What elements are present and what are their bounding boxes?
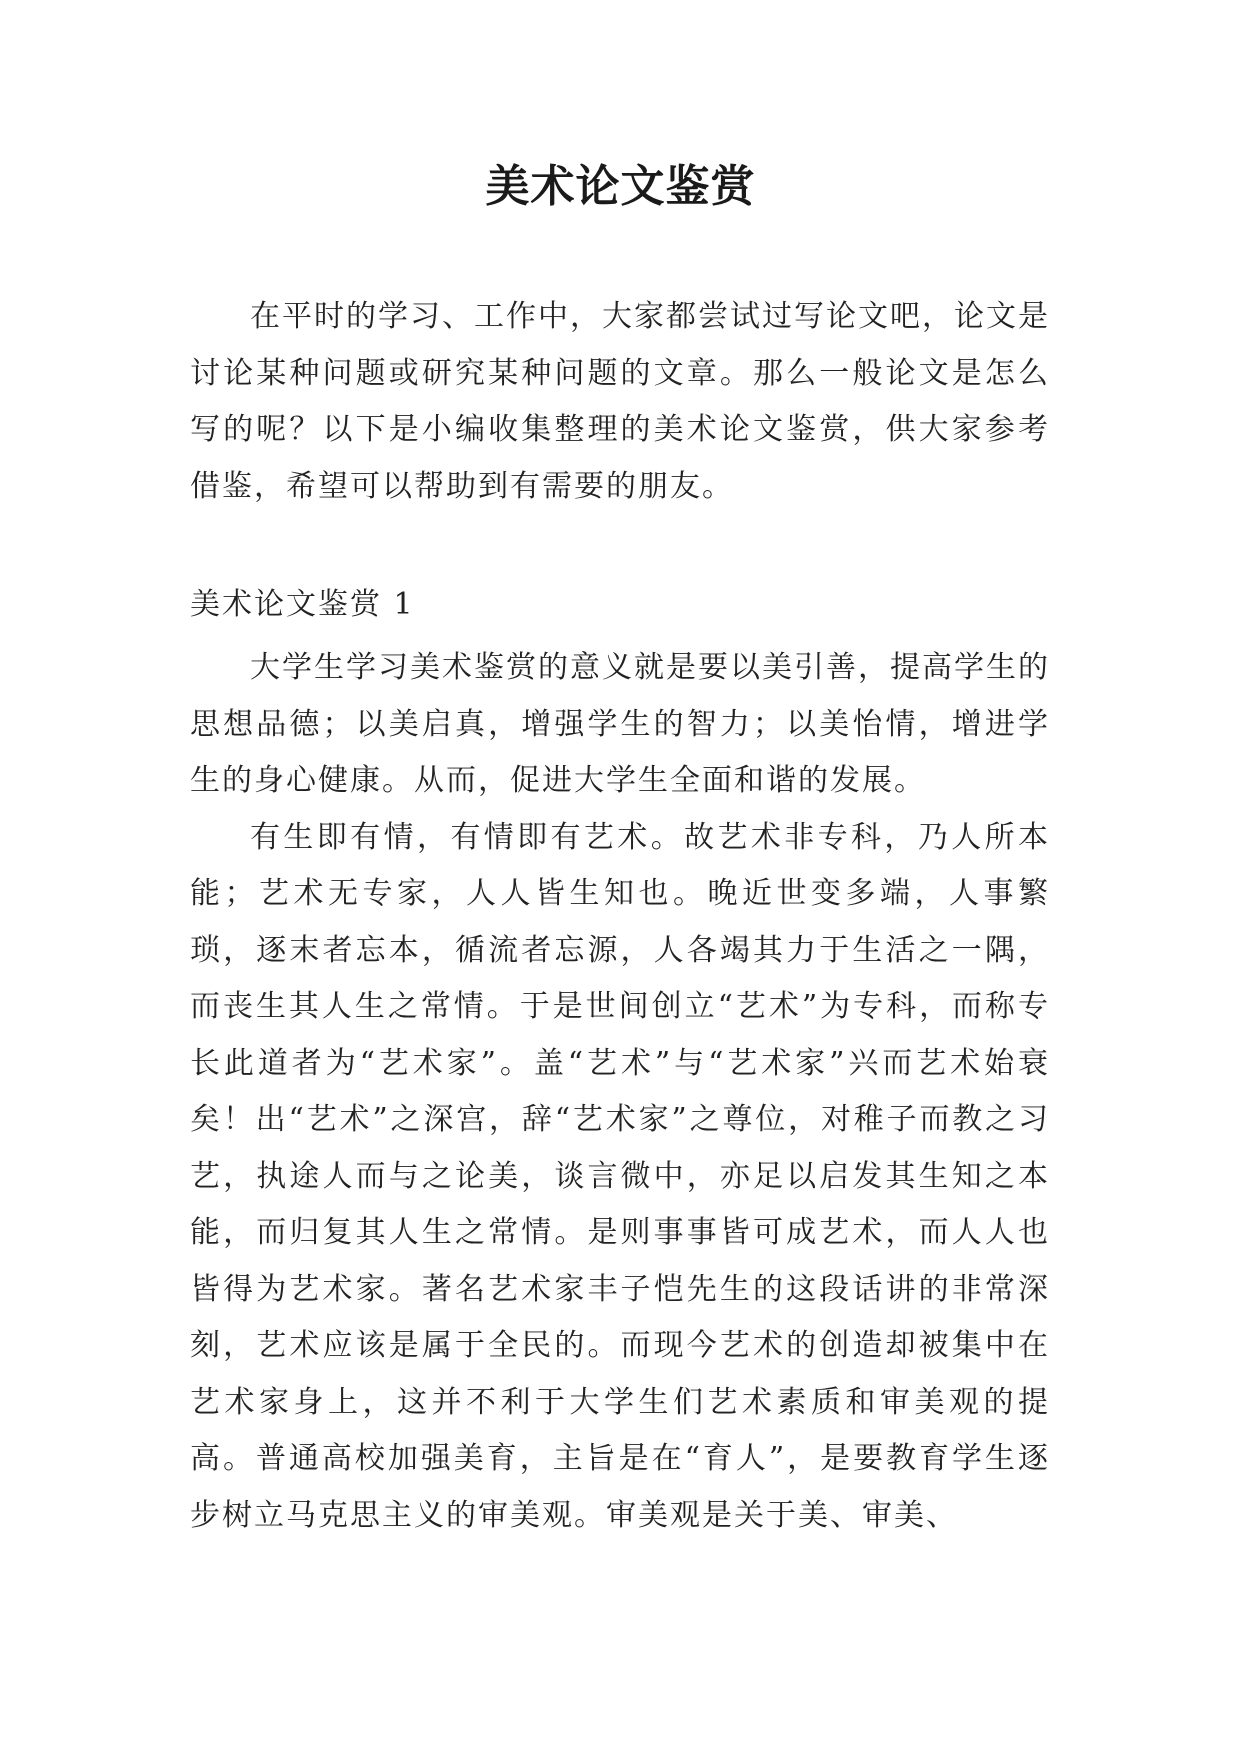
intro-paragraph: 在平时的学习、工作中，大家都尝试过写论文吧，论文是讨论某种问题或研究某种问题的文章。那么一般论文是怎么写的呢？以下是小编收集整理的美术论文鉴赏，供大家参考借鉴，希望可以帮助到有需要的朋友。 [190, 299, 1050, 504]
section-heading: 美术论文鉴赏 1 [190, 587, 415, 622]
body-paragraph: 有生即有情，有情即有艺术。故艺术非专科，乃人所本能；艺术无专家，人人皆生知也。晚近世变多端，人事繁琐，逐末者忘本，循流者忘源，人各竭其力于生活之一隅，而丧生其人生之常情。于是世间创立“艺术”为专科，而称专长此道者为“艺术家”。盖“艺术”与“艺术家”兴而艺术始衰矣！出“艺术”之深宫，辞“艺术家”之尊位，对稚子而教之习艺，执途人而与之论美，谈言微中，亦足以启发其生知之本能，而归复其人生之常情。是则事事皆可成艺术，而人人也皆得为艺术家。著名艺术家丰子恺先生的这段话讲的非常深刻，艺术应该是属于全民的。而现今艺术的创造却被集中在艺术家身上，这并不利于大学生们艺术素质和审美观的提高。普通高校加强美育，主旨是在“育人”，是要教育学生逐步树立马克思主义的审美观。审美观是关于美、审美、 [190, 819, 1050, 1533]
intro-section [190, 289, 1050, 515]
section-heading-block [190, 585, 1050, 625]
body-paragraph: 大学生学习美术鉴赏的意义就是要以美引善，提高学生的思想品德；以美启真，增强学生的智力；以美怡情，增进学生的身心健康。从而，促进大学生全面和谐的发展。 [190, 650, 1050, 798]
document-title: 美术论文鉴赏 [485, 161, 756, 212]
section-body [190, 640, 1050, 1544]
